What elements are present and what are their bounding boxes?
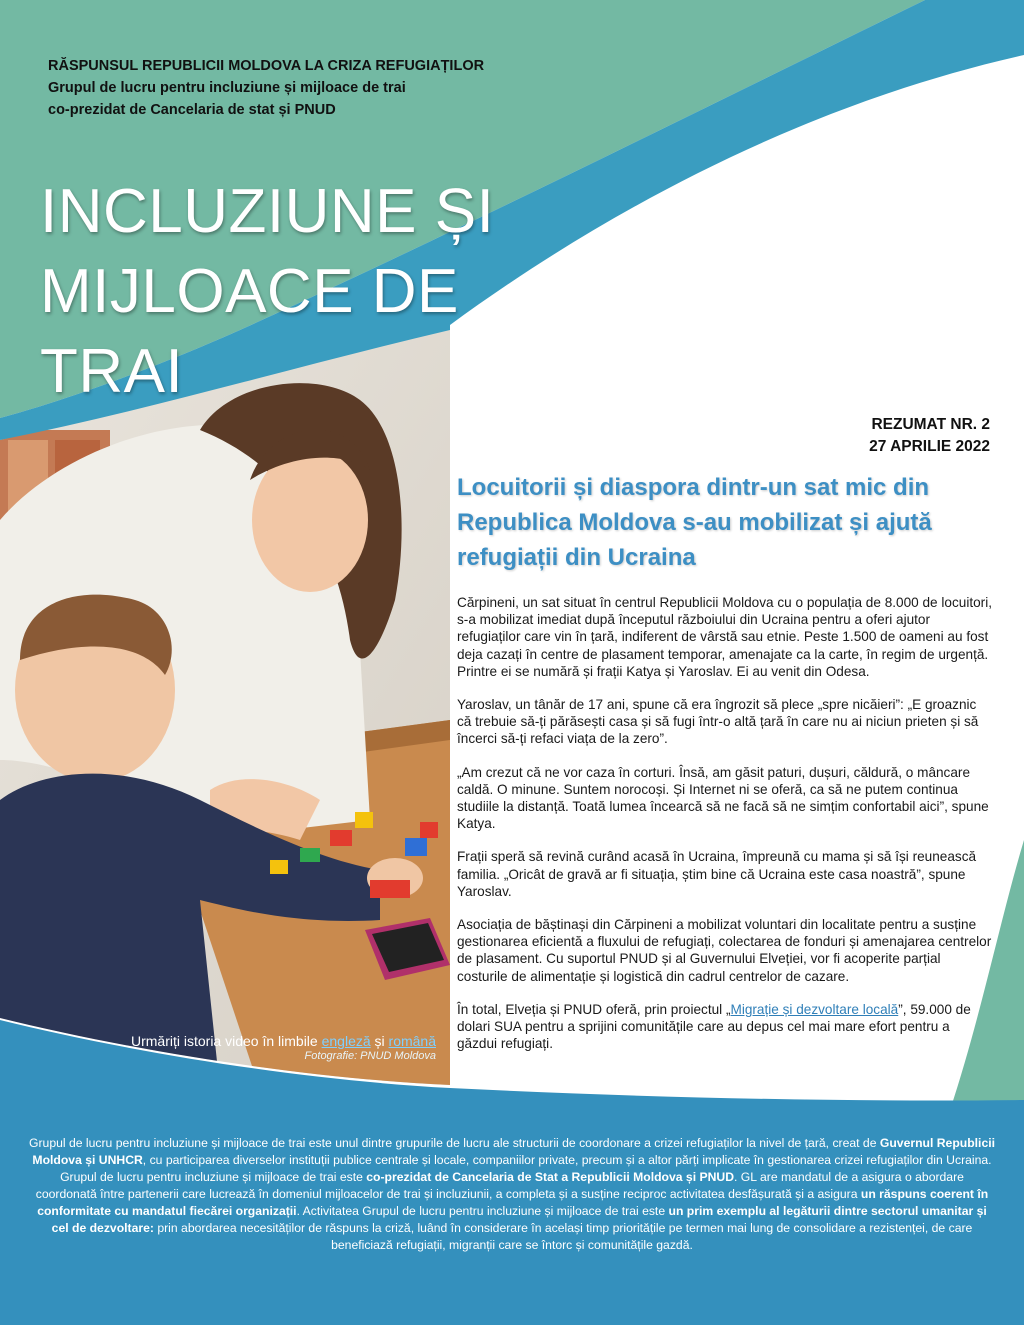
paragraph-6-end: ”, 59.000 de dolari SUA pentru a sprijini comunitățile care au depus cel mai mare efort pentru a găzdui refugiați. bbox=[457, 1001, 971, 1052]
footer-bold-3: un răspuns coerent în conformitate cu mandatul fiecărei organizații bbox=[37, 1187, 989, 1218]
footer-description bbox=[28, 1135, 996, 1254]
paragraph-6-start: În total, Elveția și PNUD oferă, prin proiectul „ bbox=[457, 1001, 731, 1017]
footer-bold-2: co-prezidat de Cancelaria de Stat a Republicii Moldova și PNUD bbox=[366, 1170, 735, 1184]
report-header bbox=[48, 55, 484, 121]
article-paragraph-5: Asociația de băștinași din Cărpineni a mobilizat voluntari din localitate pentru a susține gestionarea eficientă a fluxului de refugiați, colectarea de fonduri și amenajarea centrelor de plasament. Cu suportul PNUD și al Guvernului Elveției, vor fi acoperite parțial costurile de alimentație și logistică din cadrul centrelor de cazare. bbox=[457, 917, 992, 984]
article-paragraph-6 bbox=[457, 1001, 992, 1053]
article-paragraph-4: Frații speră să revină curând acasă în Ucraina, împreună cu mama și să își reunească familia. „Oricât de gravă ar fi situația, știm bine că Ucraina este casa noastră”, spune Yaroslav. bbox=[457, 849, 977, 899]
main-title-line-1: INCLUZIUNE ȘI bbox=[40, 177, 495, 246]
main-title-line-2: MIJLOACE DE bbox=[40, 257, 459, 326]
article-body bbox=[457, 594, 992, 1068]
caption-and: și bbox=[370, 1033, 389, 1049]
header-line-3: co-prezidat de Cancelaria de stat și PNUD bbox=[48, 102, 336, 118]
issue-date: 27 APRILIE 2022 bbox=[869, 438, 990, 455]
photo-credit: Fotografie: PNUD Moldova bbox=[304, 1050, 436, 1062]
article-headline: Locuitorii și diaspora dintr-un sat mic din Republica Moldova s-au mobilizat și ajută refugiații din Ucraina bbox=[457, 474, 932, 571]
article-paragraph-1: Cărpineni, un sat situat în centrul Republicii Moldova cu o populația de 8.000 de locuitori, s-a mobilizat imediat după începutul războiului din Ucraina pentru a oferi ajutor refugiaților care vin în țară, indiferent de vârstă sau etnie. Peste 1.500 de oameni au fost deja cazați în centre de plasament temporar, amenajate ca la carte, în regim de urgență. Printre ei se numără și frații Katya și Yaroslav. Ei au venit din Odesa. bbox=[457, 595, 993, 679]
photo-caption bbox=[80, 1032, 436, 1050]
issue-number: REZUMAT NR. 2 bbox=[871, 416, 990, 433]
photo-children-playing bbox=[0, 320, 450, 1090]
header-line-2: Grupul de lucru pentru incluziune și mijloace de trai bbox=[48, 80, 406, 96]
footer-text-4: . Activitatea Grupul de lucru pentru incluziune și mijloace de trai este bbox=[296, 1204, 669, 1218]
footer-bold-1: Guvernul Republicii Moldova și UNHCR bbox=[32, 1136, 995, 1167]
article-paragraph-2: Yaroslav, un tânăr de 17 ani, spune că era îngrozit să plece „spre nicăieri”: „E groaznic că trebuie să-ți părăsești casa și să fugi într-o altă țară în care nu ai niciun prieten și să încerci să-ți refaci viața de la zero”. bbox=[457, 697, 979, 747]
footer-text-1: Grupul de lucru pentru incluziune și mijloace de trai este unul dintre grupurile de lucru ale structurii de coordonare a crizei refugiaților la nivel de țară, creat de bbox=[29, 1136, 880, 1150]
footer-bold-4: un prim exemplu al legăturii dintre sectorul umanitar și cel de dezvoltare: bbox=[51, 1204, 987, 1235]
footer-text-3: . GL are mandatul de a asigura o abordare coordonată între partenerii care lucrează în domeniul mijloacelor de trai și incluziunii, a completa și a susține reciproc activitatea desfășurată și a asigura bbox=[35, 1170, 964, 1201]
footer-text-2: , cu participarea diverselor instituții publice centrale și locale, companiilor private, precum și a altor părți implicate în gestionarea crizei refugiaților din Ucraina. Grupul de lucru pentru incluziune și mijloace de trai este bbox=[60, 1153, 992, 1184]
issue-info bbox=[869, 414, 990, 458]
english-video-link[interactable]: engleză bbox=[321, 1033, 371, 1049]
project-link[interactable]: Migrație și dezvoltare locală bbox=[730, 1001, 899, 1017]
main-title-line-3: TRAI bbox=[40, 337, 184, 406]
romanian-video-link[interactable]: română bbox=[388, 1033, 436, 1049]
footer-text-5: prin abordarea necesităților de răspuns la criză, luând în considerare în același timp prioritățile pe termen mai lung de consolidare a rezistenței, de care beneficiază refugiații, migranții care se întorc și comunitățile gazdă. bbox=[153, 1221, 973, 1252]
caption-prefix: Urmăriți istoria video în limbile bbox=[130, 1033, 322, 1049]
header-line-1: RĂSPUNSUL REPUBLICII MOLDOVA LA CRIZA REFUGIAȚILOR bbox=[48, 58, 485, 74]
main-title bbox=[40, 172, 494, 412]
article-paragraph-3: „Am crezut că ne vor caza în corturi. Însă, am găsit paturi, dușuri, căldură, o mâncare caldă. O minune. Suntem norocoși. Și Internet ni se oferă, ca să ne putem continua studiile la distanță. Toată lumea încearcă să ne facă să ne simțim confortabil aici”, spune Katya. bbox=[457, 764, 989, 832]
